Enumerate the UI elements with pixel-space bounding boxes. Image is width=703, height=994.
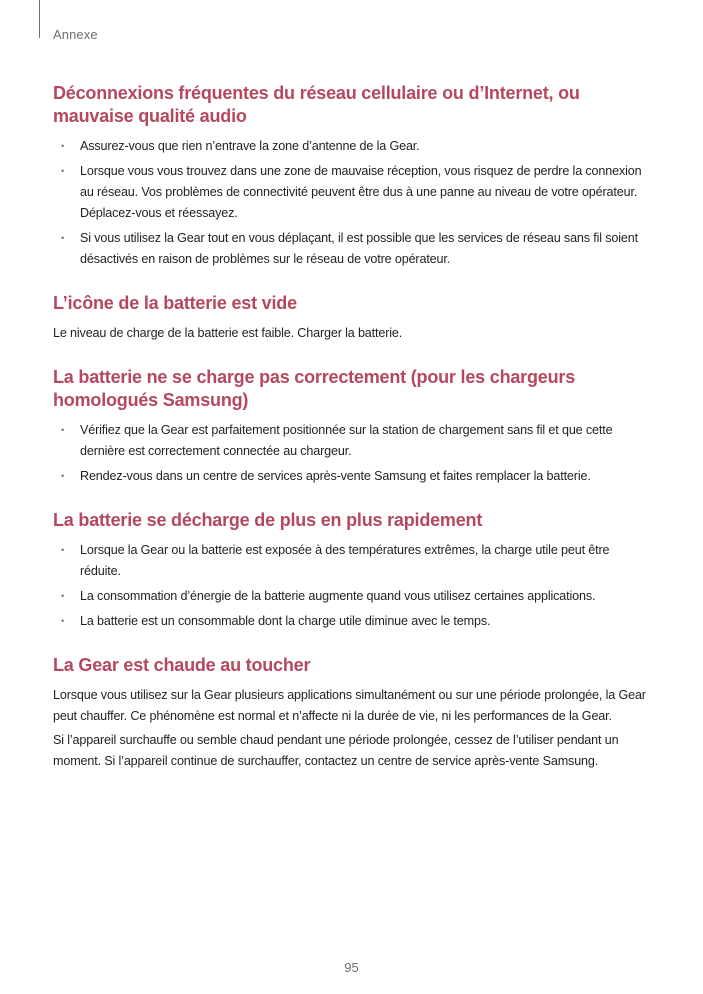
section-battery-icon-empty <box>53 292 653 344</box>
bullet-list <box>53 540 653 632</box>
list-item-text: Si vous utilisez la Gear tout en vous déplaçant, il est possible que les services de réseau sans fil soient désactivés en raison de problèmes sur le réseau de votre opérateur. <box>80 231 638 266</box>
section-network-disconnect <box>53 82 653 270</box>
list-item-text: Lorsque la Gear ou la batterie est exposée à des températures extrêmes, la charge utile peut être réduite. <box>80 543 610 578</box>
list-item <box>53 136 653 157</box>
paragraph: Lorsque vous utilisez sur la Gear plusieurs applications simultanément ou sur une période prolongée, la Gear peut chauffer. Ce phénomène est normal et n’affecte ni la durée de vie, ni les performances de la Gear. <box>53 688 646 723</box>
bullet-dot-icon: • <box>61 471 65 481</box>
list-item-text: Rendez-vous dans un centre de services après-vente Samsung et faites remplacer la batterie. <box>80 469 591 483</box>
list-item <box>53 161 653 224</box>
list-item-text: Vérifiez que la Gear est parfaitement positionnée sur la station de chargement sans fil et que cette dernière est correctement connectée au chargeur. <box>80 423 613 458</box>
page-number: 95 <box>344 960 359 975</box>
section-heading: La batterie se décharge de plus en plus rapidement <box>53 510 483 530</box>
section-heading: La Gear est chaude au toucher <box>53 655 311 675</box>
list-item-text: La batterie est un consommable dont la charge utile diminue avec le temps. <box>80 614 491 628</box>
list-item-text: La consommation d’énergie de la batterie augmente quand vous utilisez certaines applications. <box>80 589 596 603</box>
list-item <box>53 540 653 582</box>
bullet-list <box>53 420 653 487</box>
page-content <box>53 82 653 772</box>
bullet-dot-icon: • <box>61 141 65 151</box>
list-item <box>53 466 653 487</box>
list-item <box>53 420 653 462</box>
bullet-dot-icon: • <box>61 166 65 176</box>
section-heading: L’icône de la batterie est vide <box>53 293 297 313</box>
list-item <box>53 228 653 270</box>
section-battery-drains-faster <box>53 509 653 632</box>
bullet-dot-icon: • <box>61 233 65 243</box>
running-header: Annexe <box>53 27 98 42</box>
section-heading: La batterie ne se charge pas correctement (pour les chargeurs homologués Samsung) <box>53 367 575 410</box>
bullet-dot-icon: • <box>61 616 65 626</box>
list-item <box>53 586 653 607</box>
paragraph: Si l’appareil surchauffe ou semble chaud pendant une période prolongée, cessez de l’utiliser pendant un moment. Si l’appareil continue de surchauffer, contactez un centre de service après-vente Samsung. <box>53 733 619 768</box>
margin-rule <box>39 0 40 38</box>
list-item-text: Lorsque vous vous trouvez dans une zone de mauvaise réception, vous risquez de perdre la connexion au réseau. Vos problèmes de connectivité peuvent être dus à une panne au niveau de votre opérateur. Déplacez-vous et réessayez. <box>80 164 642 220</box>
bullet-list <box>53 136 653 270</box>
section-heading: Déconnexions fréquentes du réseau cellulaire ou d’Internet, ou mauvaise qualité audio <box>53 83 580 126</box>
bullet-dot-icon: • <box>61 425 65 435</box>
section-battery-not-charging <box>53 366 653 487</box>
list-item <box>53 611 653 632</box>
paragraph: Le niveau de charge de la batterie est faible. Charger la batterie. <box>53 326 403 340</box>
list-item-text: Assurez-vous que rien n’entrave la zone d’antenne de la Gear. <box>80 139 420 153</box>
bullet-dot-icon: • <box>61 545 65 555</box>
bullet-dot-icon: • <box>61 591 65 601</box>
section-gear-hot <box>53 654 653 772</box>
